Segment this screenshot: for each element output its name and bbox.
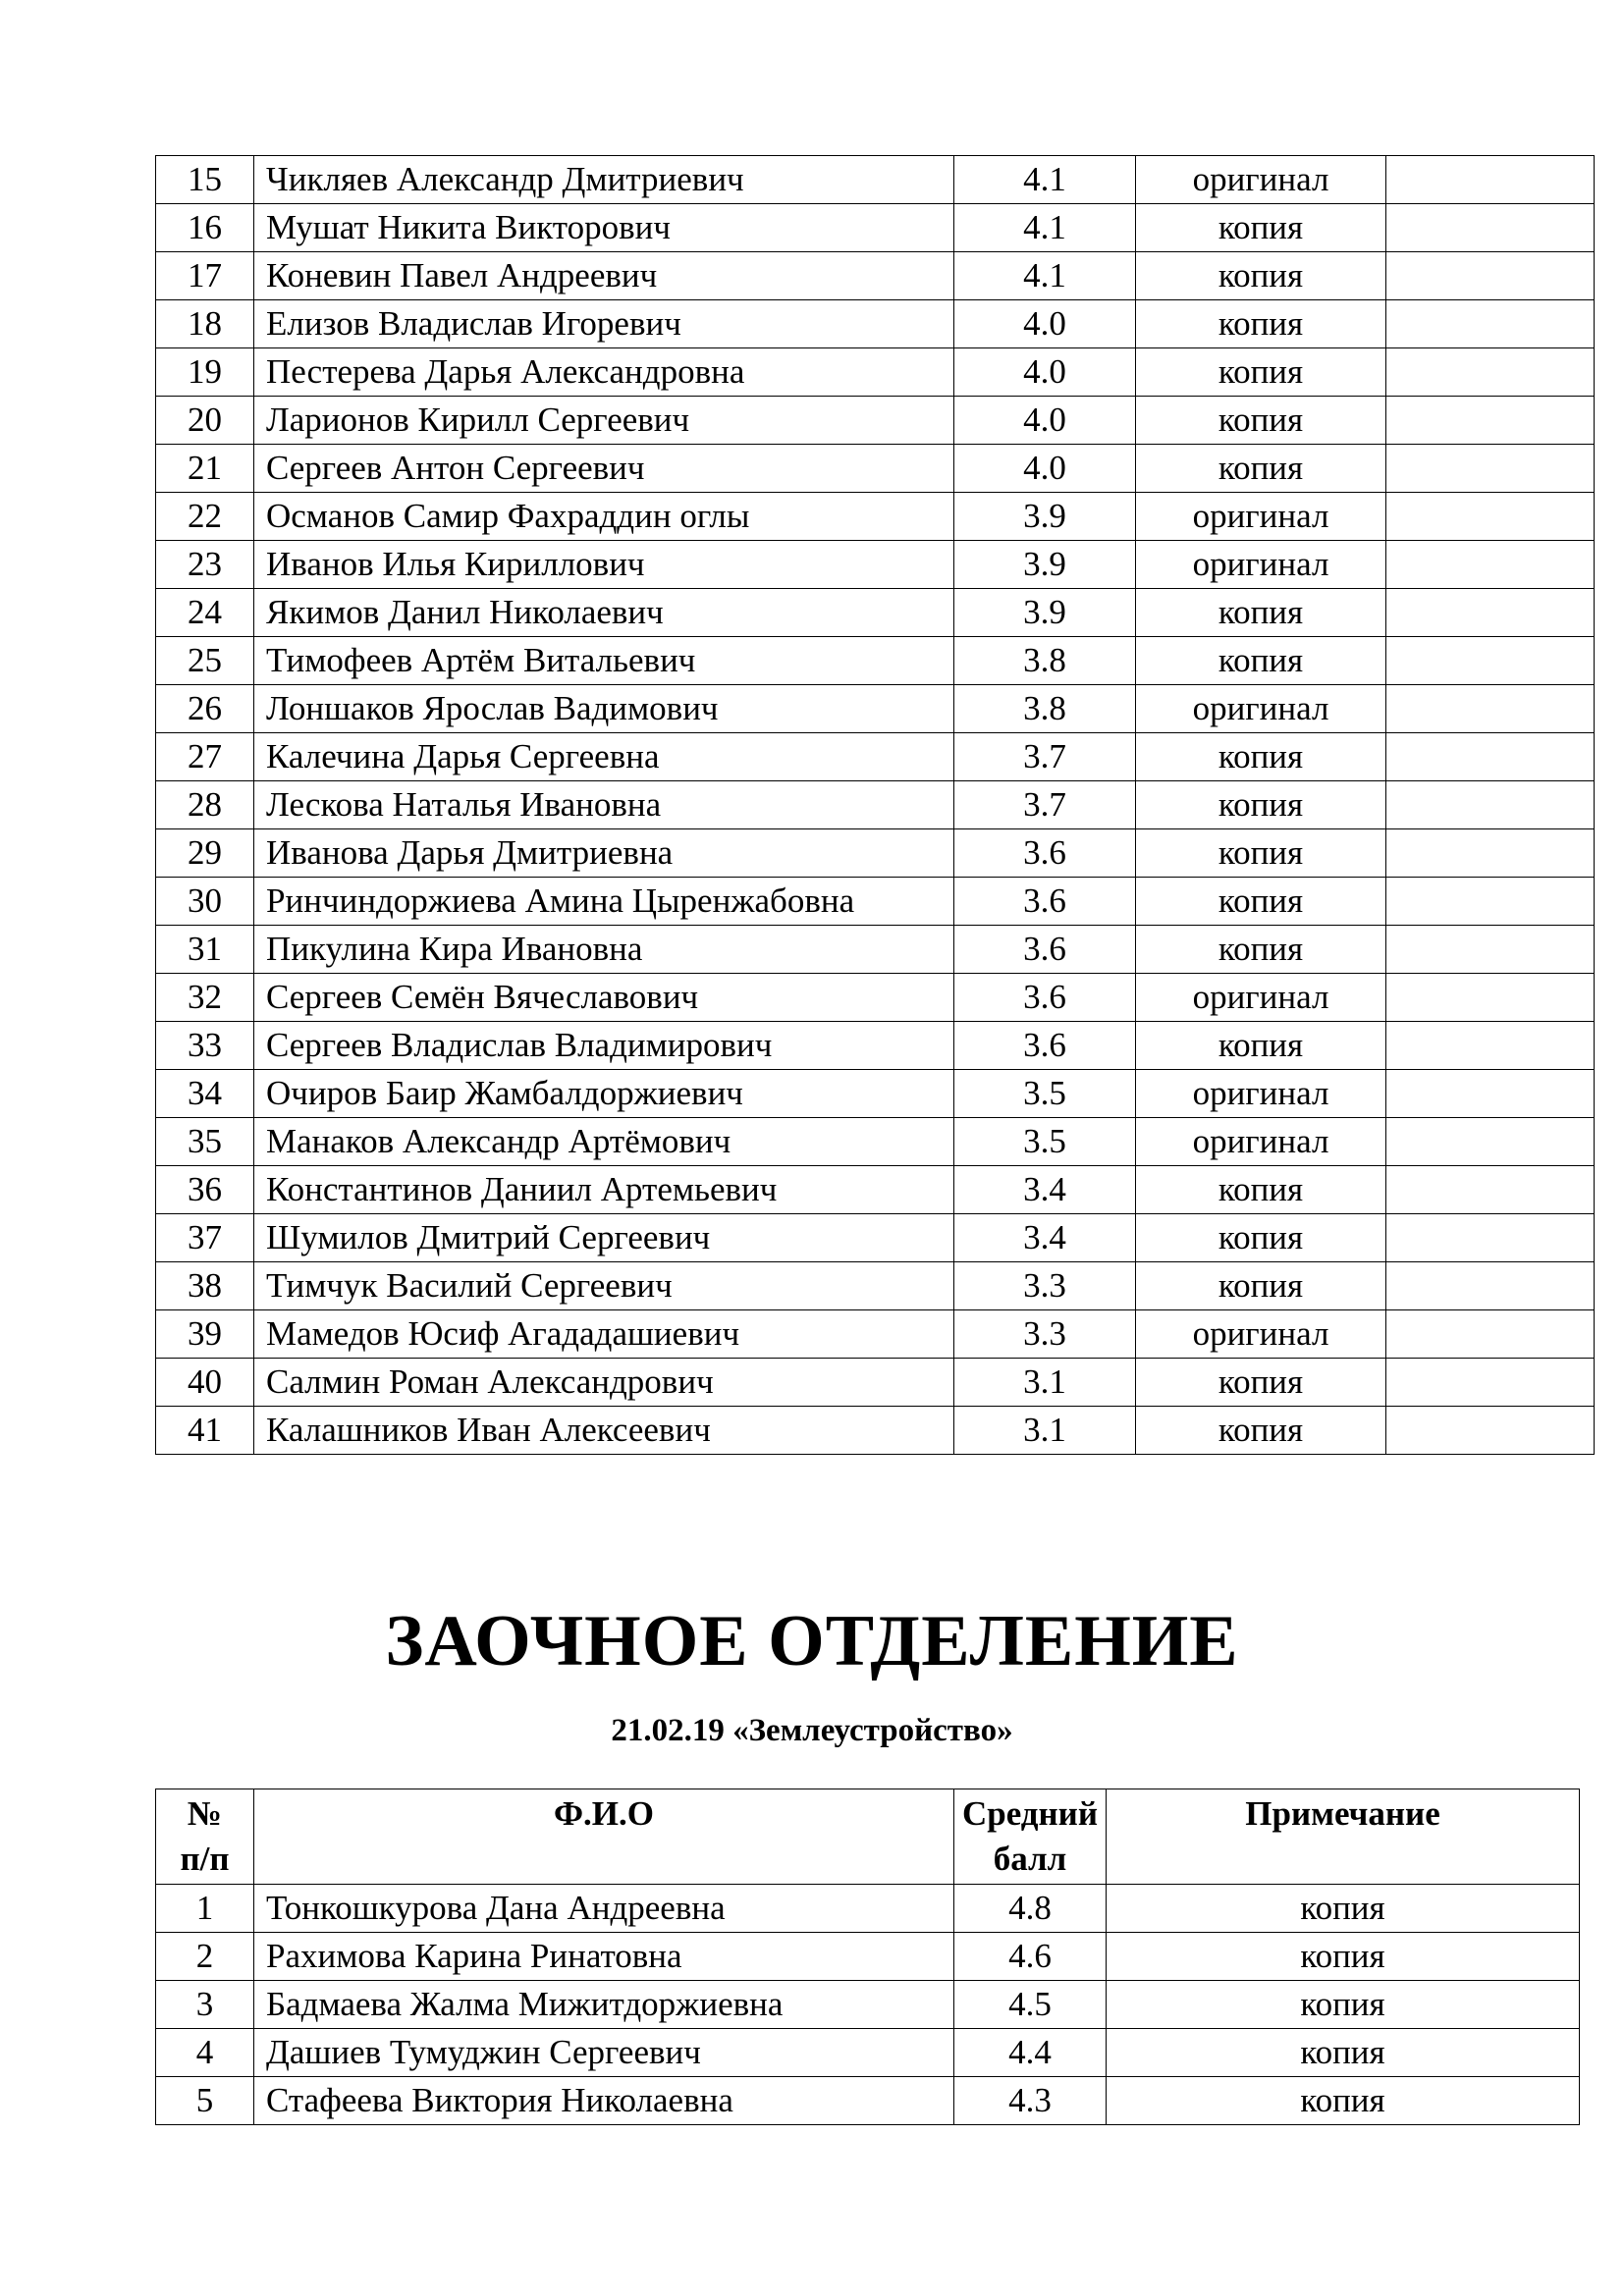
- full-name: Пестерева Дарья Александровна: [254, 348, 954, 397]
- column-header-number: [156, 1789, 254, 1885]
- average-score: 3.1: [954, 1407, 1136, 1455]
- table-row: [156, 2029, 1580, 2077]
- document-type: оригинал: [1136, 156, 1386, 204]
- document-type: копия: [1107, 1981, 1580, 2029]
- row-number: 19: [156, 348, 254, 397]
- table-row: [156, 541, 1595, 589]
- row-number: 40: [156, 1359, 254, 1407]
- table-row: [156, 493, 1595, 541]
- table-row: [156, 1310, 1595, 1359]
- average-score: 3.7: [954, 781, 1136, 829]
- table-row: [156, 878, 1595, 926]
- full-name: Шумилов Дмитрий Сергеевич: [254, 1214, 954, 1262]
- document-type: оригинал: [1136, 1310, 1386, 1359]
- document-type: копия: [1107, 1885, 1580, 1933]
- extra-cell: [1386, 1310, 1595, 1359]
- document-type: копия: [1136, 1407, 1386, 1455]
- row-number: 34: [156, 1070, 254, 1118]
- document-type: копия: [1136, 348, 1386, 397]
- table-row: [156, 829, 1595, 878]
- extra-cell: [1386, 685, 1595, 733]
- column-header-score-line2: балл: [993, 1840, 1067, 1878]
- document-type: копия: [1136, 637, 1386, 685]
- table-row: [156, 1262, 1595, 1310]
- extra-cell: [1386, 781, 1595, 829]
- extra-cell: [1386, 974, 1595, 1022]
- table-row: [156, 1885, 1580, 1933]
- table-row: [156, 252, 1595, 300]
- document-type: копия: [1136, 252, 1386, 300]
- full-name: Тимчук Василий Сергеевич: [254, 1262, 954, 1310]
- row-number: 30: [156, 878, 254, 926]
- table-row: [156, 926, 1595, 974]
- extra-cell: [1386, 300, 1595, 348]
- extra-cell: [1386, 589, 1595, 637]
- average-score: 4.8: [954, 1885, 1107, 1933]
- full-name: Ринчиндоржиева Амина Цыренжабовна: [254, 878, 954, 926]
- row-number: 15: [156, 156, 254, 204]
- table-row: [156, 733, 1595, 781]
- average-score: 3.6: [954, 926, 1136, 974]
- section-title: ЗАОЧНОЕ ОТДЕЛЕНИЕ: [385, 1601, 1239, 1682]
- document-type: копия: [1107, 2029, 1580, 2077]
- document-type: копия: [1107, 1933, 1580, 1981]
- extra-cell: [1386, 926, 1595, 974]
- average-score: 3.9: [954, 541, 1136, 589]
- extra-cell: [1386, 348, 1595, 397]
- applicants-table-correspondence-body: [156, 1885, 1580, 2125]
- average-score: 3.8: [954, 637, 1136, 685]
- table-row: [156, 1214, 1595, 1262]
- full-name: Сергеев Семён Вячеславович: [254, 974, 954, 1022]
- document-type: копия: [1136, 829, 1386, 878]
- full-name: Мамедов Юсиф Агададашиевич: [254, 1310, 954, 1359]
- average-score: 3.4: [954, 1214, 1136, 1262]
- document-type: копия: [1136, 445, 1386, 493]
- full-name: Калашников Иван Алексеевич: [254, 1407, 954, 1455]
- full-name: Калечина Дарья Сергеевна: [254, 733, 954, 781]
- table-row: [156, 2077, 1580, 2125]
- average-score: 3.6: [954, 878, 1136, 926]
- row-number: 1: [156, 1885, 254, 1933]
- extra-cell: [1386, 252, 1595, 300]
- column-header-note: Примечание: [1107, 1789, 1580, 1885]
- applicants-table-fulltime: [155, 155, 1595, 1455]
- table-row: [156, 348, 1595, 397]
- average-score: 4.1: [954, 204, 1136, 252]
- document-type: оригинал: [1136, 541, 1386, 589]
- row-number: 21: [156, 445, 254, 493]
- document-type: оригинал: [1136, 493, 1386, 541]
- row-number: 23: [156, 541, 254, 589]
- document-type: копия: [1136, 733, 1386, 781]
- full-name: Бадмаева Жалма Мижитдоржиевна: [254, 1981, 954, 2029]
- average-score: 4.1: [954, 156, 1136, 204]
- row-number: 16: [156, 204, 254, 252]
- row-number: 33: [156, 1022, 254, 1070]
- full-name: Якимов Данил Николаевич: [254, 589, 954, 637]
- average-score: 3.4: [954, 1166, 1136, 1214]
- table-row: [156, 781, 1595, 829]
- document-type: оригинал: [1136, 974, 1386, 1022]
- average-score: 3.8: [954, 685, 1136, 733]
- average-score: 4.6: [954, 1933, 1107, 1981]
- table-row: [156, 637, 1595, 685]
- table-row: [156, 300, 1595, 348]
- row-number: 41: [156, 1407, 254, 1455]
- average-score: 4.4: [954, 2029, 1107, 2077]
- table-header-row: [156, 1789, 1580, 1885]
- full-name: Дашиев Тумуджин Сергеевич: [254, 2029, 954, 2077]
- document-type: оригинал: [1136, 685, 1386, 733]
- row-number: 4: [156, 2029, 254, 2077]
- average-score: 3.6: [954, 974, 1136, 1022]
- table-row: [156, 1118, 1595, 1166]
- row-number: 35: [156, 1118, 254, 1166]
- document-type: копия: [1136, 204, 1386, 252]
- extra-cell: [1386, 541, 1595, 589]
- full-name: Стафеева Виктория Николаевна: [254, 2077, 954, 2125]
- extra-cell: [1386, 493, 1595, 541]
- row-number: 18: [156, 300, 254, 348]
- average-score: 3.9: [954, 589, 1136, 637]
- full-name: Пикулина Кира Ивановна: [254, 926, 954, 974]
- full-name: Османов Самир Фахраддин оглы: [254, 493, 954, 541]
- extra-cell: [1386, 1359, 1595, 1407]
- full-name: Манаков Александр Артёмович: [254, 1118, 954, 1166]
- extra-cell: [1386, 204, 1595, 252]
- average-score: 4.0: [954, 445, 1136, 493]
- row-number: 29: [156, 829, 254, 878]
- average-score: 3.6: [954, 829, 1136, 878]
- row-number: 39: [156, 1310, 254, 1359]
- document-type: копия: [1136, 1359, 1386, 1407]
- extra-cell: [1386, 1070, 1595, 1118]
- full-name: Константинов Даниил Артемьевич: [254, 1166, 954, 1214]
- average-score: 3.5: [954, 1118, 1136, 1166]
- full-name: Коневин Павел Андреевич: [254, 252, 954, 300]
- full-name: Елизов Владислав Игоревич: [254, 300, 954, 348]
- average-score: 3.3: [954, 1310, 1136, 1359]
- document-type: копия: [1136, 589, 1386, 637]
- document-type: копия: [1136, 926, 1386, 974]
- extra-cell: [1386, 1022, 1595, 1070]
- row-number: 22: [156, 493, 254, 541]
- applicants-table-fulltime-body: [156, 156, 1595, 1455]
- applicants-table-correspondence: [155, 1789, 1580, 2125]
- column-header-name: Ф.И.О: [254, 1789, 954, 1885]
- average-score: 4.5: [954, 1981, 1107, 2029]
- extra-cell: [1386, 1407, 1595, 1455]
- row-number: 5: [156, 2077, 254, 2125]
- table-row: [156, 974, 1595, 1022]
- extra-cell: [1386, 878, 1595, 926]
- document-type: копия: [1136, 1022, 1386, 1070]
- row-number: 2: [156, 1933, 254, 1981]
- document-type: копия: [1136, 878, 1386, 926]
- extra-cell: [1386, 733, 1595, 781]
- column-header-number-line2: п/п: [180, 1840, 230, 1878]
- average-score: 3.3: [954, 1262, 1136, 1310]
- table-row: [156, 1359, 1595, 1407]
- average-score: 3.5: [954, 1070, 1136, 1118]
- extra-cell: [1386, 1166, 1595, 1214]
- table-row: [156, 204, 1595, 252]
- extra-cell: [1386, 445, 1595, 493]
- full-name: Тонкошкурова Дана Андреевна: [254, 1885, 954, 1933]
- section-subtitle: 21.02.19 «Землеустройство»: [611, 1713, 1013, 1748]
- extra-cell: [1386, 637, 1595, 685]
- table-row: [156, 589, 1595, 637]
- average-score: 4.0: [954, 397, 1136, 445]
- extra-cell: [1386, 1262, 1595, 1310]
- document-type: копия: [1136, 397, 1386, 445]
- document-type: копия: [1136, 1262, 1386, 1310]
- table-row: [156, 445, 1595, 493]
- extra-cell: [1386, 829, 1595, 878]
- full-name: Мушат Никита Викторович: [254, 204, 954, 252]
- row-number: 3: [156, 1981, 254, 2029]
- full-name: Лескова Наталья Ивановна: [254, 781, 954, 829]
- row-number: 25: [156, 637, 254, 685]
- row-number: 36: [156, 1166, 254, 1214]
- row-number: 31: [156, 926, 254, 974]
- table-row: [156, 1407, 1595, 1455]
- full-name: Ларионов Кирилл Сергеевич: [254, 397, 954, 445]
- table-row: [156, 1981, 1580, 2029]
- row-number: 28: [156, 781, 254, 829]
- full-name: Сергеев Владислав Владимирович: [254, 1022, 954, 1070]
- row-number: 27: [156, 733, 254, 781]
- full-name: Рахимова Карина Ринатовна: [254, 1933, 954, 1981]
- full-name: Очиров Баир Жамбалдоржиевич: [254, 1070, 954, 1118]
- full-name: Чикляев Александр Дмитриевич: [254, 156, 954, 204]
- row-number: 17: [156, 252, 254, 300]
- average-score: 3.7: [954, 733, 1136, 781]
- document-type: копия: [1136, 781, 1386, 829]
- row-number: 24: [156, 589, 254, 637]
- document-type: копия: [1136, 300, 1386, 348]
- document-type: копия: [1136, 1214, 1386, 1262]
- full-name: Тимофеев Артём Витальевич: [254, 637, 954, 685]
- document-type: оригинал: [1136, 1070, 1386, 1118]
- average-score: 4.0: [954, 348, 1136, 397]
- full-name: Иванов Илья Кириллович: [254, 541, 954, 589]
- table-row: [156, 1933, 1580, 1981]
- column-header-number-line1: №: [187, 1794, 223, 1833]
- row-number: 32: [156, 974, 254, 1022]
- table-row: [156, 1070, 1595, 1118]
- extra-cell: [1386, 156, 1595, 204]
- average-score: 3.9: [954, 493, 1136, 541]
- document-type: копия: [1107, 2077, 1580, 2125]
- average-score: 4.1: [954, 252, 1136, 300]
- full-name: Иванова Дарья Дмитриевна: [254, 829, 954, 878]
- row-number: 20: [156, 397, 254, 445]
- extra-cell: [1386, 1118, 1595, 1166]
- extra-cell: [1386, 397, 1595, 445]
- extra-cell: [1386, 1214, 1595, 1262]
- table-row: [156, 685, 1595, 733]
- average-score: 4.0: [954, 300, 1136, 348]
- table-row: [156, 156, 1595, 204]
- row-number: 26: [156, 685, 254, 733]
- row-number: 37: [156, 1214, 254, 1262]
- average-score: 3.6: [954, 1022, 1136, 1070]
- column-header-score-line1: Средний: [961, 1794, 1099, 1833]
- document-type: оригинал: [1136, 1118, 1386, 1166]
- document-type: копия: [1136, 1166, 1386, 1214]
- average-score: 3.1: [954, 1359, 1136, 1407]
- table-row: [156, 397, 1595, 445]
- table-row: [156, 1022, 1595, 1070]
- full-name: Лоншаков Ярослав Вадимович: [254, 685, 954, 733]
- table-row: [156, 1166, 1595, 1214]
- row-number: 38: [156, 1262, 254, 1310]
- full-name: Сергеев Антон Сергеевич: [254, 445, 954, 493]
- full-name: Салмин Роман Александрович: [254, 1359, 954, 1407]
- column-header-score: [954, 1789, 1107, 1885]
- average-score: 4.3: [954, 2077, 1107, 2125]
